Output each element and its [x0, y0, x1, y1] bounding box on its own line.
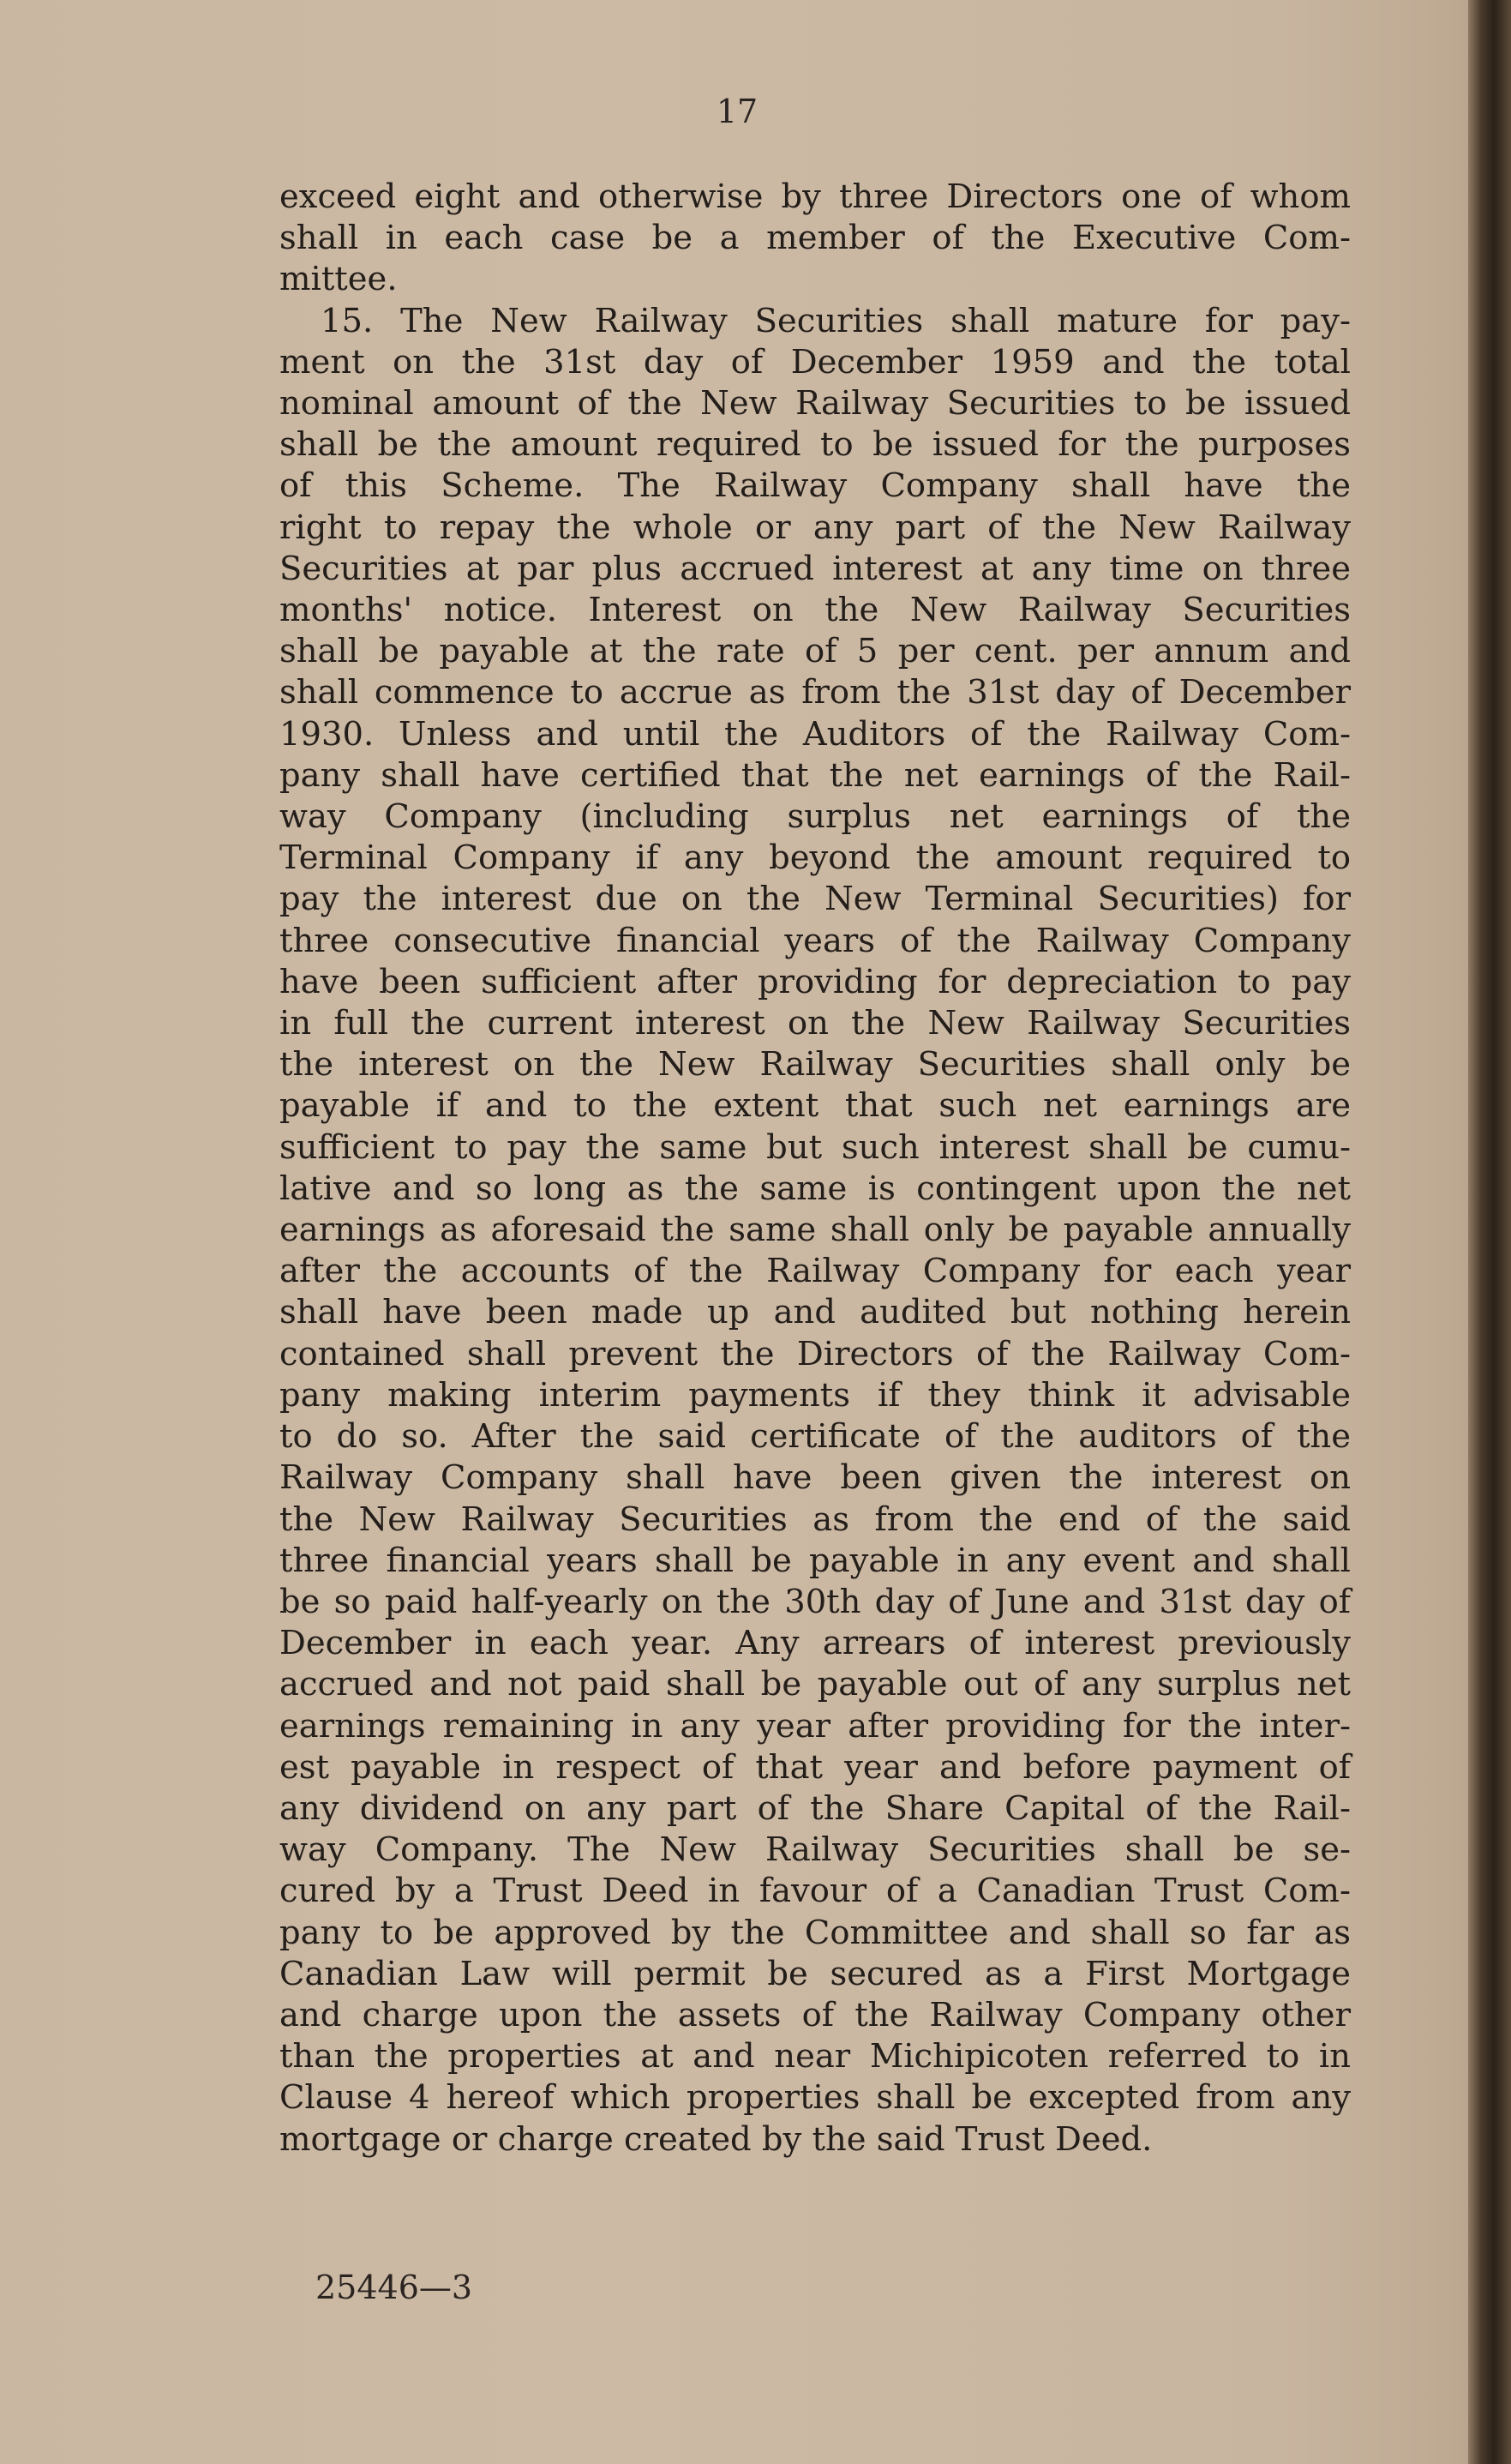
- text-line: right to repay the whole or any part of the New Railway: [279, 508, 1351, 547]
- text-line: and charge upon the assets of the Railway Company other: [279, 1995, 1351, 2034]
- text-line: pany making interim payments if they think it advisable: [279, 1375, 1351, 1415]
- text-line: months' notice. Interest on the New Railway Securities: [279, 591, 1351, 630]
- text-line: nominal amount of the New Railway Securities to be issued: [279, 384, 1351, 424]
- text-line: sufficient to pay the same but such interest shall be cumu-: [279, 1127, 1351, 1167]
- text-line: accrued and not paid shall be payable out of any surplus net: [279, 1665, 1351, 1704]
- text-line: Canadian Law will permit be secured as a First Mortgage: [279, 1954, 1351, 1993]
- body-text: [279, 177, 1351, 2161]
- text-line: be so paid half-yearly on the 30th day of June and 31st day of: [279, 1582, 1351, 1621]
- text-line: shall in each case be a member of the Executive Com-: [279, 219, 1351, 258]
- text-line: lative and so long as the same is contingent upon the net: [279, 1169, 1351, 1208]
- text-line: way Company (including surplus net earnings of the: [279, 797, 1351, 837]
- text-line: any dividend on any part of the Share Capital of the Rail-: [279, 1788, 1351, 1828]
- page-number: 17: [716, 93, 758, 130]
- text-line: pany shall have certified that the net earnings of the Rail-: [279, 755, 1351, 795]
- text-line: ment on the 31st day of December 1959 and the total: [279, 342, 1351, 382]
- text-line: to do so. After the said certificate of the auditors of the: [279, 1417, 1351, 1457]
- text-line: of this Scheme. The Railway Company shall have the: [279, 466, 1351, 506]
- text-line: way Company. The New Railway Securities shall be se-: [279, 1830, 1351, 1870]
- text-line: mortgage or charge created by the said Trust Deed.: [279, 2119, 1153, 2159]
- text-line: payable if and to the extent that such net earnings are: [279, 1086, 1351, 1126]
- text-line: three consecutive financial years of the Railway Company: [279, 921, 1351, 960]
- text-line: est payable in respect of that year and before payment of: [279, 1747, 1351, 1787]
- text-line: cured by a Trust Deed in favour of a Canadian Trust Com-: [279, 1872, 1351, 1911]
- text-line: shall have been made up and audited but nothing herein: [279, 1293, 1351, 1332]
- text-line: shall be payable at the rate of 5 per cent. per annum and: [279, 632, 1351, 671]
- text-line: 15. The New Railway Securities shall mature for pay-: [321, 301, 1351, 340]
- text-line: the New Railway Securities as from the end of the said: [279, 1499, 1351, 1539]
- text-line: shall commence to accrue as from the 31st day of December: [279, 673, 1351, 712]
- text-line: 1930. Unless and until the Auditors of the Railway Com-: [279, 714, 1351, 754]
- text-line: three financial years shall be payable in any event and shall: [279, 1541, 1351, 1580]
- text-line: Securities at par plus accrued interest at any time on three: [279, 549, 1351, 588]
- text-line: mittee.: [279, 260, 398, 299]
- text-line: exceed eight and otherwise by three Directors one of whom: [279, 177, 1351, 216]
- text-line: pany to be approved by the Committee and shall so far as: [279, 1913, 1351, 1952]
- text-line: earnings remaining in any year after providing for the inter-: [279, 1706, 1351, 1746]
- text-line: contained shall prevent the Directors of the Railway Com-: [279, 1334, 1351, 1373]
- footer-code: 25446—3: [315, 2269, 473, 2306]
- text-line: in full the current interest on the New Railway Securities: [279, 1004, 1351, 1043]
- text-line: earnings as aforesaid the same shall only be payable annually: [279, 1211, 1351, 1250]
- text-line: have been sufficient after providing for depreciation to pay: [279, 962, 1351, 1001]
- text-line: pay the interest due on the New Terminal Securities) for: [279, 880, 1351, 919]
- text-line: Railway Company shall have been given the interest on: [279, 1458, 1351, 1498]
- text-line: December in each year. Any arrears of interest previously: [279, 1624, 1351, 1663]
- text-line: shall be the amount required to be issued for the purposes: [279, 425, 1351, 465]
- text-line: the interest on the New Railway Securities shall only be: [279, 1045, 1351, 1085]
- text-line: Clause 4 hereof which properties shall be excepted from any: [279, 2078, 1351, 2118]
- text-line: after the accounts of the Railway Company for each year: [279, 1252, 1351, 1291]
- book-binding-edge: [1468, 0, 1511, 2464]
- text-line: Terminal Company if any beyond the amount required to: [279, 838, 1351, 878]
- text-line: than the properties at and near Michipicoten referred to in: [279, 2037, 1351, 2076]
